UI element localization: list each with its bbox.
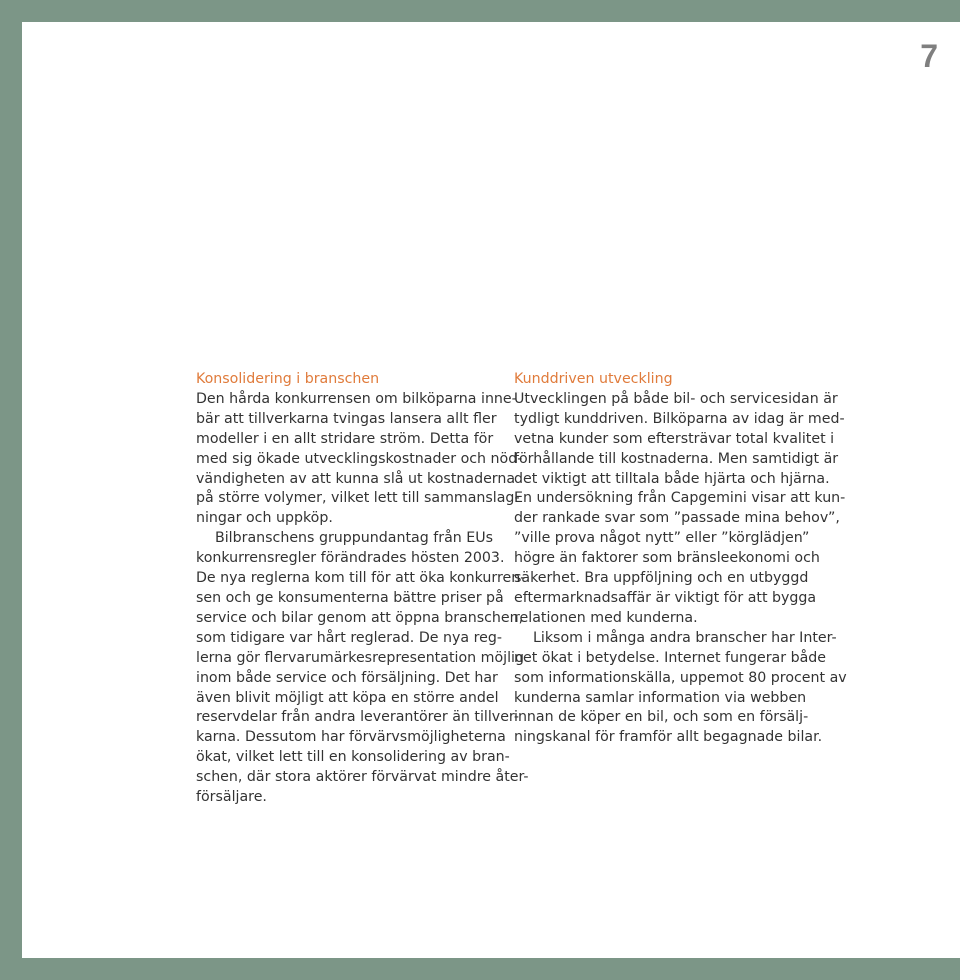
text-line: Utvecklingen på både bil- och servicesidan är [514,390,838,407]
text-line: Bilbranschens gruppundantag från EUs [215,530,494,547]
text-line: service och bilar genom att öppna branschen, [196,609,524,626]
text-line: eftermarknadsaffär är viktigt för att bygga [514,589,817,606]
text-line: modeller i en allt stridare ström. Detta för [196,430,494,447]
section-heading-konsolidering: Konsolidering i branschen [196,371,380,387]
text-line: kunderna samlar information via webben [514,689,807,706]
text-line: ”ville prova något nytt” eller ”körglädjen” [514,530,810,547]
text-line: som tidigare var hårt reglerad. De nya reg- [196,629,502,646]
text-line: även blivit möjligt att köpa en större andel [196,689,499,706]
text-line: inom både service och försäljning. Det har [196,669,498,686]
text-line: der rankade svar som ”passade mina behov”, [514,510,840,527]
text-line: lerna gör flervarumärkesrepresentation möjlig [196,649,524,666]
text-line: ningar och uppköp. [196,510,333,527]
text-line: En undersökning från Capgemini visar att kun- [514,490,846,507]
text-line: konkurrensregler förändrades hösten 2003. [196,550,505,567]
left-column [196,370,529,808]
text-line: bär att tillverkarna tvingas lansera allt fler [196,410,497,427]
text-line: försäljare. [196,789,267,806]
text-line: säkerhet. Bra uppföljning och en utbyggd [514,570,809,587]
text-line: sen och ge konsumenterna bättre priser på [196,589,504,606]
text-line: net ökat i betydelse. Internet fungerar både [514,649,827,666]
paragraph [514,390,846,629]
text-line: innan de köper en bil, och som en försälj- [514,709,809,726]
text-line: Liksom i många andra branscher har Inter- [533,629,837,646]
paragraph [514,629,847,748]
text-line: De nya reglerna kom till för att öka konkurren- [196,570,526,587]
text-line: på större volymer, vilket lett till sammanslag- [196,490,520,507]
text-line: ökat, vilket lett till en konsolidering av bran- [196,749,510,766]
text-line: reservdelar från andra leverantörer än tillver- [196,709,519,726]
text-line: det viktigt att tilltala både hjärta och hjärna. [514,470,830,487]
text-line: med sig ökade utvecklingskostnader och nöd- [196,450,523,467]
text-line: relationen med kunderna. [514,609,698,626]
paragraph [196,529,529,808]
right-column [514,370,847,748]
text-line: tydligt kunddriven. Bilköparna av idag är med- [514,410,845,427]
text-line: karna. Dessutom har förvärvsmöjligheterna [196,729,506,746]
text-line: högre än faktorer som bränsleekonomi och [514,550,820,567]
text-line: som informationskälla, uppemot 80 procent av [514,669,847,686]
text-line: vetna kunder som eftersträvar total kvalitet i [514,430,835,447]
section-heading-kunddriven: Kunddriven utveckling [514,371,673,387]
text-line: vändigheten av att kunna slå ut kostnaderna [196,470,516,487]
page-number: 7 [920,38,938,74]
text-line: förhållande till kostnaderna. Men samtidigt är [514,450,839,467]
text-line: ningskanal för framför allt begagnade bilar. [514,729,823,746]
document-page [22,22,960,958]
text-line: schen, där stora aktörer förvärvat mindre åter- [196,769,529,786]
text-line: Den hårda konkurrensen om bilköparna inne- [196,390,517,407]
paragraph [196,390,523,529]
